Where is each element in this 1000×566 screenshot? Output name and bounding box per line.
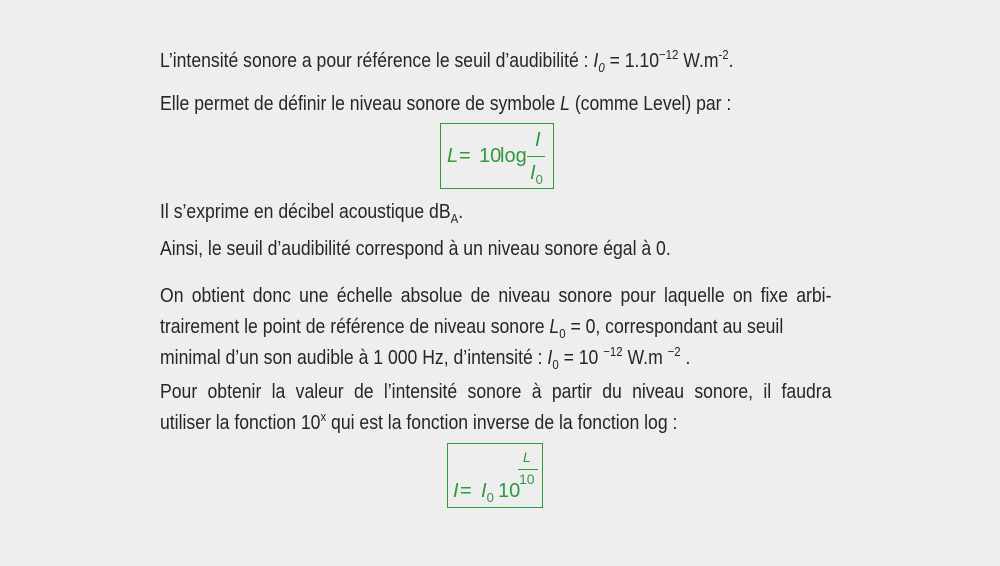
p2-text: Elle permet de définir le niveau sonore de symbole <box>160 93 561 115</box>
p5-line3-unit-exponent: −2 <box>667 344 681 359</box>
formula2-lhs: I <box>453 480 459 502</box>
p6-line2-text: utiliser la fonction 10 <box>160 412 321 434</box>
p1-var-sub: 0 <box>598 60 605 75</box>
p1-value: = 1.10 <box>604 50 660 72</box>
p1-unit: W.m <box>678 50 719 72</box>
paragraph-threshold <box>160 234 751 265</box>
formula1-denominator: I <box>530 162 536 184</box>
formula1-equals: = <box>459 145 471 167</box>
p3-sub: A <box>450 211 459 226</box>
formula-intensity <box>447 443 543 508</box>
p5-line3-end: . <box>680 347 691 369</box>
p5-line2-text: trairement le point de référence de niveau sonore <box>160 316 550 338</box>
p5-line3-var: I <box>547 347 553 369</box>
p5-line3-exponent: −12 <box>603 344 623 359</box>
p1-var: I <box>593 50 599 72</box>
formula1-coefficient: 10 <box>479 145 502 167</box>
p1-exponent: −12 <box>659 47 679 62</box>
p1-text: L’intensité sonore a pour référence le seuil d’audibilité : <box>160 50 594 72</box>
p5-line2-sub: 0 <box>559 326 566 341</box>
p5-line3-value: = 10 <box>558 347 604 369</box>
p4-text: Ainsi, le seuil d’audibilité correspond à un niveau sonore égal à 0. <box>160 238 671 260</box>
p5-line2 <box>160 312 784 343</box>
p5-line3-unit: W.m <box>622 347 668 369</box>
formula2-exp-denominator: 10 <box>519 471 535 487</box>
paragraph-reference-intensity <box>160 46 751 77</box>
p5-line3-sub: 0 <box>552 357 559 372</box>
formula1-fraction-bar <box>527 156 545 157</box>
formula2-exp-numerator: L <box>523 449 531 465</box>
formula2-fraction-bar <box>518 469 538 470</box>
paragraph-absolute-scale <box>160 281 832 374</box>
p1-end: . <box>728 50 734 72</box>
formula-sound-level <box>440 123 554 189</box>
p2-var: L <box>560 93 570 115</box>
p1-unit-exponent: -2 <box>718 47 729 62</box>
p5-line3-text: minimal d’un son audible à 1 000 Hz, d’intensité : <box>160 347 548 369</box>
p5-line1: On obtient donc une échelle absolue de niveau sonore pour laquelle on fixe arbi- <box>160 285 832 307</box>
p3-end: . <box>458 201 464 223</box>
formula2-base-var: I <box>481 480 487 502</box>
p6-line2 <box>160 408 751 439</box>
paragraph-define-level <box>160 89 751 120</box>
formula1-denominator-sub: 0 <box>535 172 543 187</box>
paragraph-decibel <box>160 197 751 228</box>
paragraph-inverse-function <box>160 377 832 439</box>
formula1-log: log <box>500 145 527 167</box>
p6-line2-suffix: qui est la fonction inverse de la fonction log : <box>326 412 678 434</box>
formula2-equals: = <box>460 480 472 502</box>
p5-line2-var: L <box>549 316 560 338</box>
p3-text: Il s’exprime en décibel acoustique dB <box>160 201 451 223</box>
p5-line2-suffix: = 0, correspondant au seuil <box>565 316 784 338</box>
p6-line1: Pour obtenir la valeur de l’intensité sonore à partir du niveau sonore, il faudra <box>160 381 832 403</box>
p6-line2-sup: x <box>320 409 327 424</box>
formula1-numerator: I <box>535 129 541 151</box>
p5-line3 <box>160 343 751 374</box>
p2-suffix: (comme Level) par : <box>569 93 732 115</box>
formula2-base: 10 <box>498 480 521 502</box>
formula1-lhs: L <box>447 145 459 167</box>
formula2-base-sub: 0 <box>486 490 494 505</box>
